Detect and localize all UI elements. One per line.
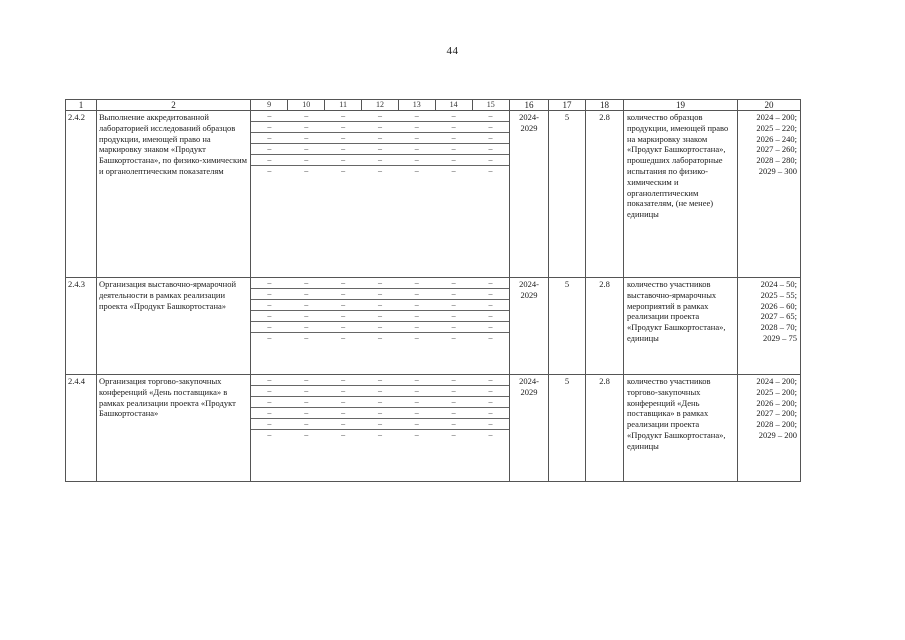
dash-cell: – <box>362 322 399 333</box>
dash-cell: – <box>398 289 435 300</box>
dash-cell: – <box>325 300 362 311</box>
dash-cell: – <box>288 397 325 408</box>
text-line: 2024- <box>519 279 539 289</box>
indicator-text: количество участников выставочно-ярмарочных мероприятий в рамках реализации проекта «Продукт Башкортостана», единицы <box>624 278 738 375</box>
dash-cell: – <box>362 133 399 144</box>
text-line: 2029 – 75 <box>763 332 797 343</box>
dash-cell: – <box>435 289 472 300</box>
text-line: 2026 – 240; <box>756 133 797 144</box>
page-number: 44 <box>446 45 459 57</box>
dash-grid <box>251 375 510 482</box>
dash-cell: – <box>377 430 382 439</box>
text-line: 2027 – 200; <box>756 408 797 419</box>
dash-cell: – <box>472 289 509 300</box>
header-cells-9-15 <box>251 100 510 111</box>
indicator-text: количество участников торгово-закупочных конференций «День поставщика» в рамках реализации проекта «Продукт Башкортостана», единицы <box>624 375 738 482</box>
dash-cell: – <box>362 311 399 322</box>
dash-cell: – <box>288 322 325 333</box>
col17-value: 5 <box>549 375 586 482</box>
col17-value: 5 <box>549 111 586 278</box>
dash-row <box>251 375 509 386</box>
dash-cell: – <box>398 397 435 408</box>
dash-row <box>251 144 509 155</box>
text-line: 2029 <box>520 122 538 133</box>
target-values <box>738 278 801 375</box>
dash-cell: – <box>472 144 509 155</box>
dash-cell: – <box>472 133 509 144</box>
dash-cell: – <box>341 430 346 439</box>
activity-name: Организация выставочно-ярмарочной деятельности в рамках реализации проекта «Продукт Башкортостана» <box>97 278 251 375</box>
header-cell: 10 <box>288 100 325 110</box>
dash-cell: – <box>288 386 325 397</box>
dash-cell: – <box>488 430 493 439</box>
header-cell: 20 <box>738 100 801 111</box>
col17-value: 5 <box>549 278 586 375</box>
dash-cell: – <box>435 408 472 419</box>
dash-cell: – <box>472 408 509 419</box>
dash-cell: – <box>325 311 362 322</box>
dash-cell: – <box>435 133 472 144</box>
text-line: 2024 – 50; <box>760 279 797 289</box>
dash-cell: – <box>398 155 435 166</box>
dash-cell: – <box>362 397 399 408</box>
dash-cell: – <box>362 122 399 133</box>
dash-cell: – <box>472 111 509 122</box>
col18-value: 2.8 <box>586 111 624 278</box>
dash-cell: – <box>435 419 472 430</box>
dash-cell: – <box>251 419 288 430</box>
dash-cell: – <box>472 419 509 430</box>
text-line: 2026 – 60; <box>760 300 797 311</box>
dash-cell: – <box>435 111 472 122</box>
dash-cell: – <box>398 322 435 333</box>
dash-cell: – <box>398 278 435 289</box>
dash-cell: – <box>435 375 472 386</box>
table-row <box>66 375 801 482</box>
dash-cell: – <box>251 397 288 408</box>
dash-cell: – <box>435 122 472 133</box>
dash-row <box>251 408 509 419</box>
dash-cell: – <box>398 375 435 386</box>
header-cell: 9 <box>251 100 288 110</box>
dash-cell: – <box>325 419 362 430</box>
dash-cell: – <box>435 397 472 408</box>
dash-cell: – <box>362 289 399 300</box>
dash-cell: – <box>398 133 435 144</box>
col18-value: 2.8 <box>586 278 624 375</box>
dash-cell: – <box>288 289 325 300</box>
dash-cell: – <box>288 133 325 144</box>
dash-cell: – <box>472 155 509 166</box>
row-number: 2.4.2 <box>66 111 97 278</box>
header-row <box>66 100 801 111</box>
dash-cell: – <box>472 311 509 322</box>
header-cell: 17 <box>549 100 586 111</box>
dash-cell: – <box>288 122 325 133</box>
years-cell <box>510 278 549 375</box>
dash-cell: – <box>435 278 472 289</box>
dash-grid <box>251 111 510 278</box>
dash-cell: – <box>398 419 435 430</box>
dash-cell: – <box>488 333 493 342</box>
dash-cell: – <box>472 300 509 311</box>
dash-row <box>251 311 509 322</box>
dash-cell: – <box>325 144 362 155</box>
dash-cell: – <box>414 166 419 175</box>
dash-cell: – <box>472 122 509 133</box>
dash-row <box>251 122 509 133</box>
dash-subtable <box>251 111 509 176</box>
dash-cell: – <box>435 311 472 322</box>
dash-cell: – <box>251 133 288 144</box>
indicator-text: количество образцов продукции, имеющей право на маркировку знаком «Продукт Башкортостана», прошедших лабораторные испытания по физико-химическим и органолептическим показателям, (не менее) единицы <box>624 111 738 278</box>
header-cell: 12 <box>362 100 399 110</box>
dash-cell: – <box>435 386 472 397</box>
header-cell: 1 <box>66 100 97 111</box>
dash-cell: – <box>325 122 362 133</box>
text-line: 2024 – 200; <box>756 112 797 122</box>
dash-cell: – <box>472 322 509 333</box>
dash-cell: – <box>398 311 435 322</box>
dash-cell: – <box>288 155 325 166</box>
dash-cell: – <box>414 430 419 439</box>
dash-cell: – <box>288 419 325 430</box>
years-cell <box>510 375 549 482</box>
text-line: 2029 – 300 <box>758 165 797 176</box>
dash-cell: – <box>398 386 435 397</box>
dash-cell: – <box>435 322 472 333</box>
text-line: 2025 – 200; <box>756 386 797 397</box>
text-line: 2024- <box>519 112 539 122</box>
dash-cell: – <box>267 430 272 439</box>
text-line: 2028 – 70; <box>760 322 797 333</box>
dash-cell: – <box>288 144 325 155</box>
dash-cell: – <box>325 408 362 419</box>
dash-cell: – <box>288 375 325 386</box>
dash-cell: – <box>304 333 309 342</box>
dash-cell: – <box>251 375 288 386</box>
dash-subtable <box>251 375 509 440</box>
table-row <box>66 111 801 278</box>
dash-row <box>251 300 509 311</box>
dash-cell: – <box>362 386 399 397</box>
dash-cell: – <box>251 289 288 300</box>
dash-cell: – <box>325 386 362 397</box>
dash-cell: – <box>325 375 362 386</box>
dash-cell: – <box>435 144 472 155</box>
dash-cell: – <box>398 111 435 122</box>
activity-name: Организация торгово-закупочных конференций «День поставщика» в рамках реализации проекта «Продукт Башкортостана» <box>97 375 251 482</box>
dash-cell: – <box>362 144 399 155</box>
dash-cell: – <box>325 155 362 166</box>
program-table <box>65 99 801 482</box>
dash-cell: – <box>251 322 288 333</box>
dash-cell: – <box>251 155 288 166</box>
dash-cell: – <box>288 408 325 419</box>
dash-cell: – <box>251 408 288 419</box>
header-cell: 13 <box>398 100 435 110</box>
dash-subtable <box>251 278 509 343</box>
dash-cell: – <box>251 111 288 122</box>
dash-cell: – <box>267 166 272 175</box>
dash-grid <box>251 278 510 375</box>
dash-row <box>251 397 509 408</box>
dash-cell: – <box>362 419 399 430</box>
dash-row <box>251 333 509 344</box>
dash-cell: – <box>251 300 288 311</box>
text-line: 2028 – 280; <box>756 155 797 166</box>
dash-row <box>251 100 509 110</box>
header-cell: 16 <box>510 100 549 111</box>
text-line: 2029 – 200 <box>758 429 797 440</box>
header-cell: 14 <box>435 100 472 110</box>
target-values <box>738 375 801 482</box>
dash-cell: – <box>362 375 399 386</box>
dash-row <box>251 419 509 430</box>
dash-row <box>251 111 509 122</box>
dash-cell: – <box>304 430 309 439</box>
dash-cell: – <box>251 311 288 322</box>
text-line: 2025 – 220; <box>756 122 797 133</box>
dash-cell: – <box>398 300 435 311</box>
dash-cell: – <box>398 144 435 155</box>
text-line: 2028 – 200; <box>756 419 797 430</box>
dash-cell: – <box>251 144 288 155</box>
years-cell <box>510 111 549 278</box>
dash-cell: – <box>341 166 346 175</box>
activity-name: Выполнение аккредитованной лабораторией исследований образцов продукции, имеющей право на маркировку знаком «Продукт Башкортостана», по физико-химическим и органолептическим показателям <box>97 111 251 278</box>
dash-cell: – <box>472 386 509 397</box>
dash-cell: – <box>267 333 272 342</box>
dash-cell: – <box>451 166 456 175</box>
text-line: 2024- <box>519 376 539 386</box>
dash-row <box>251 166 509 177</box>
dash-cell: – <box>251 386 288 397</box>
dash-row <box>251 155 509 166</box>
header-cell: 19 <box>624 100 738 111</box>
dash-cell: – <box>362 111 399 122</box>
dash-cell: – <box>362 300 399 311</box>
text-line: 2029 <box>520 289 538 300</box>
dash-row <box>251 278 509 289</box>
dash-cell: – <box>435 300 472 311</box>
dash-cell: – <box>251 122 288 133</box>
dash-row <box>251 289 509 300</box>
dash-cell: – <box>362 408 399 419</box>
dash-cell: – <box>362 155 399 166</box>
dash-cell: – <box>451 333 456 342</box>
dash-cell: – <box>472 375 509 386</box>
dash-cell: – <box>251 278 288 289</box>
dash-cell: – <box>288 278 325 289</box>
row-number: 2.4.4 <box>66 375 97 482</box>
text-line: 2025 – 55; <box>760 289 797 300</box>
row-number: 2.4.3 <box>66 278 97 375</box>
dash-cell: – <box>288 111 325 122</box>
dash-cell: – <box>288 300 325 311</box>
dash-cell: – <box>398 408 435 419</box>
dash-cell: – <box>304 166 309 175</box>
text-line: 2024 – 200; <box>756 376 797 386</box>
header-cell: 2 <box>97 100 251 111</box>
dash-cell: – <box>362 278 399 289</box>
text-line: 2027 – 65; <box>760 311 797 322</box>
header-cell: 11 <box>325 100 362 110</box>
dash-cell: – <box>472 278 509 289</box>
dash-cell: – <box>325 133 362 144</box>
dash-cell: – <box>414 333 419 342</box>
dash-cell: – <box>488 166 493 175</box>
target-values <box>738 111 801 278</box>
text-line: 2026 – 200; <box>756 397 797 408</box>
dash-cell: – <box>325 278 362 289</box>
table-row <box>66 278 801 375</box>
text-line: 2029 <box>520 386 538 397</box>
dash-cell: – <box>325 111 362 122</box>
dash-cell: – <box>325 289 362 300</box>
header-cell: 18 <box>586 100 624 111</box>
text-line: 2027 – 260; <box>756 144 797 155</box>
dash-cell: – <box>341 333 346 342</box>
dash-cell: – <box>472 397 509 408</box>
dash-cell: – <box>435 155 472 166</box>
dash-row <box>251 386 509 397</box>
dash-cell: – <box>377 333 382 342</box>
dash-cell: – <box>377 166 382 175</box>
dash-row <box>251 322 509 333</box>
col18-value: 2.8 <box>586 375 624 482</box>
dash-cell: – <box>288 311 325 322</box>
dash-row <box>251 133 509 144</box>
dash-cell: – <box>451 430 456 439</box>
dash-row <box>251 430 509 441</box>
dash-cell: – <box>325 322 362 333</box>
dash-cell: – <box>398 122 435 133</box>
dash-cell: – <box>325 397 362 408</box>
header-cell: 15 <box>486 100 495 109</box>
